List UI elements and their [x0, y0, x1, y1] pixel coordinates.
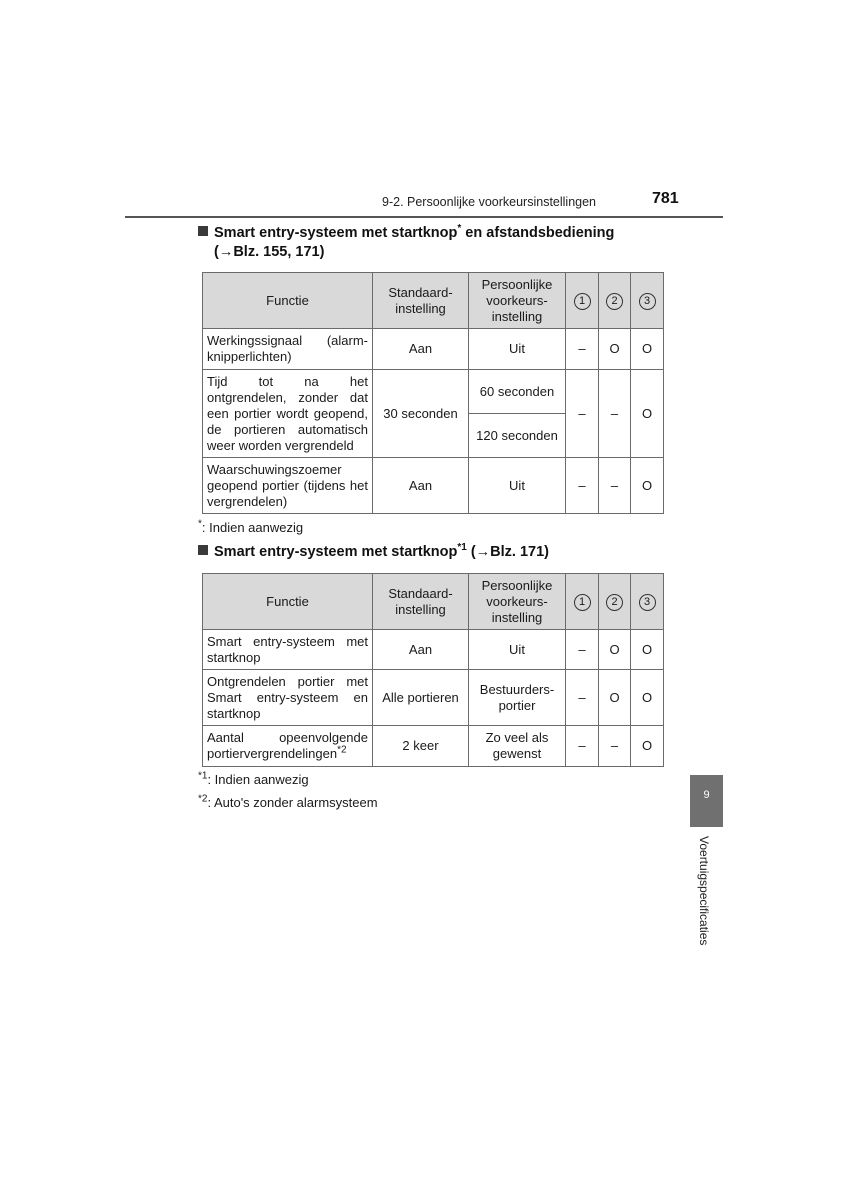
cell-functie-text: Aantal opeenvolgende portiervergrendelingen: [207, 730, 368, 761]
cell-standaard: Aan: [373, 329, 469, 370]
section1-title-mark: *: [457, 223, 462, 235]
cell-persoonlijk: Bestuurders-portier: [469, 670, 566, 726]
col-header-1: [566, 273, 599, 329]
chapter-tab: 9: [690, 775, 723, 827]
footnote-mark: *: [198, 518, 202, 530]
cell-persoonlijk: Uit: [469, 630, 566, 670]
header-rule: [125, 216, 723, 218]
cell-functie: Smart entry-systeem met startknop: [203, 630, 373, 670]
cell-c2: –: [599, 370, 631, 458]
cell-functie: Waarschuwingszoemer geopend portier (tijdens het vergrendelen): [203, 458, 373, 514]
table-row: [203, 370, 664, 414]
section2-title: Smart entry-systeem met startknop: [214, 544, 458, 560]
footnote: [198, 520, 303, 535]
table-header-row: [203, 574, 664, 630]
cell-functie: Werkingssignaal (alarm-knipperlichten): [203, 329, 373, 370]
cell-c3: O: [631, 670, 664, 726]
cell-c2: O: [599, 630, 631, 670]
cell-c2: –: [599, 458, 631, 514]
table-row: [203, 630, 664, 670]
cell-c3: O: [631, 630, 664, 670]
footnote-2-text: : Auto's zonder alarmsysteem: [207, 795, 378, 810]
col-header-1: [566, 574, 599, 630]
col-header-3: [631, 273, 664, 329]
cell-c3: O: [631, 726, 664, 767]
cell-c2: –: [599, 726, 631, 767]
cell-persoonlijk: Uit: [469, 329, 566, 370]
cell-functie: Ontgrendelen portier met Smart entry-systeem en startknop: [203, 670, 373, 726]
col-header-standaard: Standaard- instelling: [373, 273, 469, 329]
circled-2-icon: 2: [606, 293, 623, 310]
section1-title: Smart entry-systeem met startknop: [214, 225, 458, 241]
col-header-persoonlijk: Persoonlijke voorkeurs- instelling: [469, 574, 566, 630]
cell-functie-mark: *2: [337, 744, 347, 756]
table-row: [203, 670, 664, 726]
col-header-functie: Functie: [203, 574, 373, 630]
col-header-2: [599, 574, 631, 630]
cell-standaard: Alle portieren: [373, 670, 469, 726]
cell-c1: –: [566, 458, 599, 514]
footnote-1-text: : Indien aanwezig: [207, 772, 309, 787]
cell-standaard: Aan: [373, 630, 469, 670]
running-header-section: 9-2. Persoonlijke voorkeursinstellingen: [382, 195, 597, 209]
cell-c1: –: [566, 670, 599, 726]
settings-table-1: [202, 272, 664, 514]
footnote-2-mark: *2: [198, 793, 208, 805]
cell-persoonlijk-option-a: 60 seconden: [469, 370, 566, 414]
col-header-3: [631, 574, 664, 630]
circled-3-icon: 3: [639, 293, 656, 310]
section1-page-ref: (→Blz. 155, 171): [214, 244, 325, 260]
cell-c3: O: [631, 329, 664, 370]
circled-1-icon: 1: [574, 594, 591, 611]
chapter-tab-label: Voertuigspecificaties: [697, 836, 711, 946]
settings-table-2: [202, 573, 664, 767]
square-bullet-icon: [198, 545, 208, 555]
section2-page-ref: (→Blz. 171): [466, 544, 550, 560]
table-row: [203, 458, 664, 514]
cell-standaard: 30 seconden: [373, 370, 469, 458]
cell-c2: O: [599, 670, 631, 726]
cell-persoonlijk: Zo veel als gewenst: [469, 726, 566, 767]
table-row: [203, 329, 664, 370]
cell-c1: –: [566, 370, 599, 458]
section2-title-mark: *1: [457, 542, 467, 554]
cell-functie: Tijd tot na het ontgrendelen, zonder dat een portier wordt geopend, de portieren automatisch weer worden vergrendeld: [203, 370, 373, 458]
section1-title-suffix: en afstandsbediening: [461, 225, 615, 241]
col-header-2: [599, 273, 631, 329]
footnote-2: [198, 795, 378, 810]
cell-c3: O: [631, 458, 664, 514]
col-header-functie: Functie: [203, 273, 373, 329]
cell-c3: O: [631, 370, 664, 458]
cell-c2: O: [599, 329, 631, 370]
cell-c1: –: [566, 630, 599, 670]
col-header-standaard: Standaard- instelling: [373, 574, 469, 630]
cell-functie: [203, 726, 373, 767]
page-number: 781: [652, 190, 679, 207]
section1-heading: [198, 224, 614, 262]
col-header-persoonlijk: Persoonlijke voorkeurs- instelling: [469, 273, 566, 329]
square-bullet-icon: [198, 226, 208, 236]
circled-1-icon: 1: [574, 293, 591, 310]
cell-c1: –: [566, 726, 599, 767]
footnote-1: [198, 772, 309, 787]
footnote-text: : Indien aanwezig: [201, 520, 304, 535]
cell-standaard: Aan: [373, 458, 469, 514]
cell-persoonlijk-option-b: 120 seconden: [469, 414, 566, 458]
table-row: [203, 726, 664, 767]
cell-standaard: 2 keer: [373, 726, 469, 767]
section2-heading: [198, 543, 549, 562]
cell-c1: –: [566, 329, 599, 370]
footnote-1-mark: *1: [198, 770, 208, 782]
table-header-row: [203, 273, 664, 329]
circled-3-icon: 3: [639, 594, 656, 611]
cell-persoonlijk: Uit: [469, 458, 566, 514]
circled-2-icon: 2: [606, 594, 623, 611]
